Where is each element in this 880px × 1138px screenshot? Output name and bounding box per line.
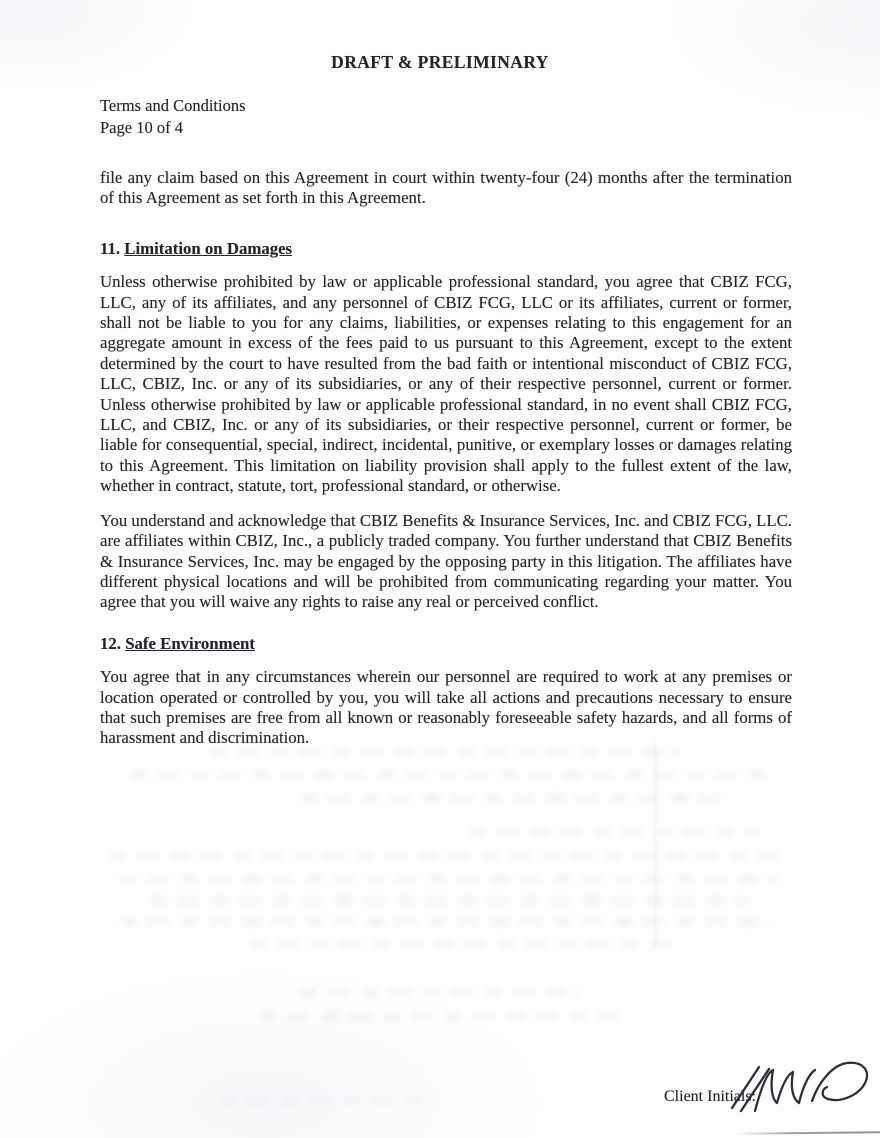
document-title: Terms and Conditions [100,96,246,115]
client-initials-signature [724,1056,874,1118]
section-12-title: Safe Environment [125,633,255,653]
section-11-number: 11. [100,238,121,258]
document-meta [100,95,246,138]
draft-watermark-heading: DRAFT & PRELIMINARY [331,52,549,72]
signature-scribble-icon [724,1056,874,1118]
client-initials-label: Client Initials: [664,1088,756,1105]
scan-edge-artifact [735,1131,880,1135]
section-11-paragraph-2: You understand and acknowledge that CBIZ Benefits & Insurance Services, Inc. and CBIZ FCG, LLC. are affiliates within CBIZ, Inc., a publicly traded company. You further understand that CBIZ Benefits & Insurance Services, Inc. may be engaged by the opposing party in this litigation. The affiliates have different physical locations and will be prohibited from communicating regarding your matter. You agree that you will waive any rights to raise any real or perceived conflict. [100,510,792,612]
section-11-heading [100,239,792,259]
section-12-paragraph-1: You agree that in any circumstances wherein our personnel are required to work at any premises or location operated or controlled by you, you will take all actions and precautions necessary to ensure that such premises are free from all known or reasonably foreseeable safety hazards, and all forms of harassment and discrimination. [100,667,792,748]
section-12-heading [100,634,792,654]
document-body [100,168,792,763]
section-11-title: Limitation on Damages [124,238,293,258]
section-11-paragraph-1: Unless otherwise prohibited by law or applicable professional standard, you agree that CBIZ FCG, LLC, any of its affiliates, and any personnel of CBIZ FCG, LLC or its affiliates, current or former, shall not be liable to you for any claims, liabilities, or expenses relating to this engagement for an aggregate amount in excess of the fees paid to us pursuant to this Agreement, except to the extent determined by the court to have resulted from the bad faith or intentional misconduct of CBIZ FCG, LLC, CBIZ, Inc. or any of its subsidiaries, or any of their respective personnel, current or former. Unless otherwise prohibited by law or applicable professional standard, in no event shall CBIZ FCG, LLC, and CBIZ, Inc. or any of its subsidiaries, or their respective personnel, current or former, be liable for consequential, special, indirect, incidental, punitive, or exemplary losses or damages relating to this Agreement. This limitation on liability provision shall apply to the fullest extent of the law, whether in contract, statute, tort, professional standard, or otherwise. [100,272,792,496]
scan-streak-artifact [655,740,656,950]
section-12-number: 12. [100,633,121,653]
continuation-paragraph: file any claim based on this Agreement in court within twenty-four (24) months after the termination of this Agreement as set forth in this Agreement. [100,168,792,208]
page-number-label: Page 10 of 4 [100,117,183,137]
